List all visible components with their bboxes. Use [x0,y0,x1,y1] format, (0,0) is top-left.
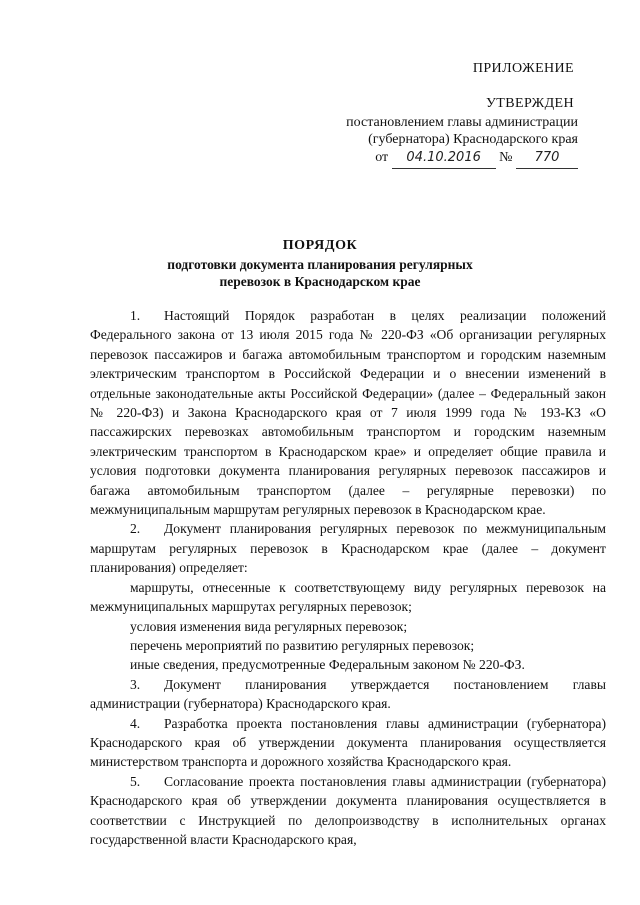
document-title [0,236,640,290]
approval-date-line [308,148,578,168]
paragraph-number: 1. [130,308,141,323]
paragraph-number: 5. [130,773,141,789]
appendix-label: ПРИЛОЖЕНИЕ [472,61,574,76]
paragraph-number: 4. [130,715,141,731]
approved-label: УТВЕРЖДЕН [485,96,574,111]
list-item [90,655,606,674]
paragraph-text: Согласование проекта постановления главы администрации (губернатора) Краснодарского края об утверждении документа планирования осуществляется в соответствии с Инструкцией по делопроизводству в исполнительных органах государственной власти Краснодарского края, [90,773,606,847]
list-item [90,617,606,636]
list-item [90,636,606,655]
title-sub-2: перевозок в Краснодарском крае [219,274,421,289]
paragraph-5 [90,772,606,850]
paragraph-1 [90,306,606,519]
paragraph-text: Документ планирования регулярных перевозок по межмуниципальным маршрутам регулярных перевозок в Краснодарском крае (далее – документ планирования) определяет: [90,521,606,576]
paragraph-text: Документ планирования утверждается постановлением главы администрации (губернатора) Краснодарского края. [90,676,606,712]
paragraph-number: 2. [130,521,141,537]
approval-block [308,58,578,168]
approval-line-1: постановлением главы администрации [346,115,578,130]
date-prefix: от [375,150,389,165]
paragraph-text: маршруты, отнесенные к соответствующему виду регулярных перевозок на межмуниципальных маршрутах регулярных перевозок; [90,579,606,615]
approval-line-2: (губернатора) Краснодарского края [368,132,578,147]
paragraph-text: условия изменения вида регулярных перевозок; [130,618,408,634]
number-prefix: № [499,150,513,165]
approval-date: 04.10.2016 [392,148,496,169]
title-main: ПОРЯДОК [282,238,358,253]
paragraph-number: 3. [130,676,141,692]
approval-number: 770 [516,148,578,169]
paragraph-text: иные сведения, предусмотренные Федеральным законом № 220-ФЗ. [130,657,525,673]
title-sub-1: подготовки документа планирования регулярных [167,257,473,272]
paragraph-4 [90,714,606,772]
paragraph-text: Разработка проекта постановления главы администрации (губернатора) Краснодарского края об утверждении документа планирования осуществляется министерством транспорта и дорожного хозяйства Краснодарского края. [90,715,606,770]
paragraph-3 [90,675,606,714]
document-body [90,306,606,849]
paragraph-2 [90,519,606,577]
paragraph-text: Настоящий Порядок разработан в целях реализации положений Федерального закона от 13 июля 2015 года № 220-ФЗ «Об организации регулярных перевозок пассажиров и багажа автомобильным транспортом и городским наземным электрическим транспортом в Российской Федерации и о внесении изменений в отдельные законодательные акты Российской Федерации» (далее – Федеральный закон № 220-ФЗ) и Закона Краснодарского края от 7 июля 1999 года № 193-КЗ «О пассажирских перевозках автомобильным транспортом и городским наземным электрическим транспортом в Краснодарском крае» и определяет общие правила и условия подготовки документа планирования регулярных перевозок пассажиров и багажа автомобильным транспортом (далее – регулярные перевозки) по межмуниципальным маршрутам регулярных перевозок в Краснодарском крае. [90,308,606,518]
paragraph-text: перечень мероприятий по развитию регулярных перевозок; [130,637,475,653]
list-item [90,578,606,617]
